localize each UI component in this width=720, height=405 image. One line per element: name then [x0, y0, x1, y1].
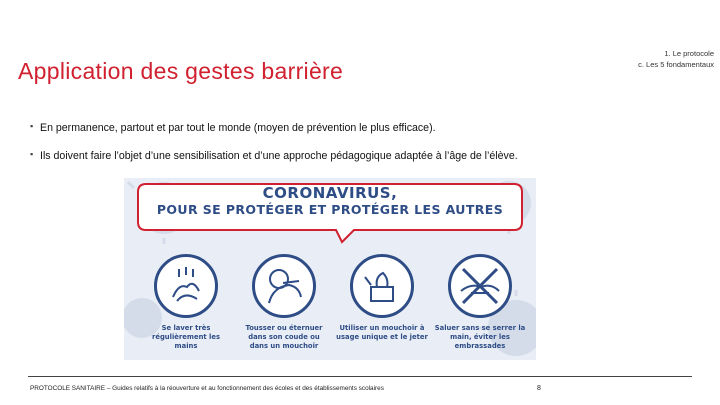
no-handshake-icon	[448, 254, 512, 318]
footer-text: PROTOCOLE SANITAIRE – Guides relatifs à la réouverture et au fonctionnement des écoles et des établissements scolaires	[30, 385, 384, 392]
section-reference	[638, 48, 714, 70]
page-number: 8	[537, 385, 541, 392]
bullet-item: ▪ Ils doivent faire l’objet d’une sensibilisation et d’une approche pédagogique adaptée à l’âge de l’élève.	[30, 150, 518, 162]
poster-title-line-2: POUR SE PROTÉGER ET PROTÉGER LES AUTRES	[156, 202, 504, 217]
gesture-no-handshake	[434, 254, 526, 351]
cough-elbow-icon	[252, 254, 316, 318]
bullet-list	[30, 122, 518, 178]
gesture-cough-elbow	[238, 254, 330, 351]
gesture-caption: Saluer sans se serrer la main, éviter les embrassades	[434, 324, 526, 350]
tissue-icon	[350, 254, 414, 318]
section-ref-line-2: c. Les 5 fondamentaux	[638, 60, 714, 69]
gesture-caption: Se laver très régulièrement les mains	[151, 324, 221, 350]
footer-divider	[28, 376, 692, 377]
slide-title: Application des gestes barrière	[18, 58, 344, 84]
gesture-tissue	[336, 254, 428, 342]
coronavirus-poster	[124, 178, 536, 360]
bullet-item: ▪ En permanence, partout et par tout le monde (moyen de prévention le plus efficace).	[30, 122, 518, 134]
gesture-caption: Utiliser un mouchoir à usage unique et le jeter	[336, 324, 428, 341]
gesture-caption: Tousser ou éternuer dans son coude ou dans un mouchoir	[245, 324, 323, 350]
hand-washing-icon	[154, 254, 218, 318]
section-ref-line-1: 1. Le protocole	[664, 49, 714, 58]
gesture-hand-washing	[140, 254, 232, 351]
poster-title-line-1: CORONAVIRUS,	[262, 184, 398, 202]
